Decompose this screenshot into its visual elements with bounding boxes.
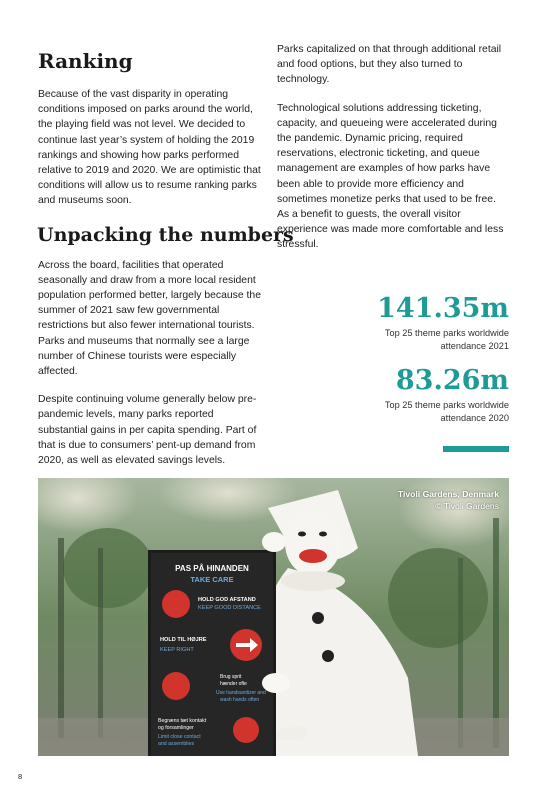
heading-unpacking-numbers: Unpacking the numbers [37,223,294,246]
sign-title-1: PAS PÅ HINANDEN [175,564,249,573]
stat-label [385,399,509,425]
caption-location: Tivoli Gardens, Denmark [397,489,499,499]
stat-attendance-2020 [385,366,509,425]
stat-label-line: Top 25 theme parks worldwide [384,328,509,338]
sign-row2a: HOLD TIL HØJRE [160,637,207,643]
heading-ranking: Ranking [38,49,133,73]
sign-row4c: Limit close contact [158,734,201,740]
right-paragraph-1: Parks capitalized on that through additional retail and food options, but they also turned to technology. [277,44,502,86]
page-number: 8 [18,772,23,781]
stat-label-line: attendance 2020 [440,413,509,423]
caption-credit: © Tivoli Gardens [435,501,499,511]
photo-caption [398,488,499,512]
stat-label-line: attendance 2021 [440,341,509,351]
ranking-paragraph: Because of the vast disparity in operating conditions imposed on parks around the world, the playing field was not level. We decided to continue last year’s system of holding the 2019 rankings and showing how parks performed relative to 2019 and 2020. We are optimistic that conditions will allow us to resume ranking parks and museums soon. [38,89,261,207]
sign-title-2: TAKE CARE [190,575,234,584]
sign-row4d: and assemblies [158,741,195,747]
hands-icon [162,672,190,700]
left-column [37,48,294,481]
sign-row1a: HOLD GOD AFSTAND [198,597,256,603]
right-paragraph-2: Technological solutions addressing ticketing, capacity, and queueing were accelerated during the pandemic. Dynamic pricing, required reservations, electronic ticketing, and queue management are examples of how parks have been able to provide more efficiency and sometimes monetize perks that used to be free. As a benefit to guests, the overall visitor experience was made more comfortable and less stressful. [277,102,504,251]
accent-bar [443,446,509,452]
stat-value: 83.26m [395,365,509,396]
sign-row3c: Use handsanitizer and [216,690,266,696]
sign-row1b: KEEP GOOD DISTANCE [198,605,261,611]
sign-row3b: hænder ofte [220,681,247,687]
stat-value: 141.35m [377,293,509,324]
sign-row4a: Begræns tæt kontakt [158,718,207,724]
unpacking-paragraph-1: Across the board, facilities that operated seasonally and draw from a more local resident population performed better, largely because the summer of 2021 saw few governmental restrictions but also fewer international tourists. Parks and museums that normally see a large number of Chinese tourists were especially affected. [38,259,261,378]
tivoli-photo [38,478,509,756]
sign-row3d: wash hands often [220,697,260,703]
stat-label [377,327,509,353]
sign-row2b: KEEP RIGHT [160,647,194,653]
stat-label-line: Top 25 theme parks worldwide [384,400,509,410]
unpacking-paragraph-2: Despite continuing volume generally below pre-pandemic levels, many parks reported substantial gains in per capita spending. Part of that is due to consumers’ pent-up demand from 2020, as well as elevated savings levels. [38,394,257,467]
photo-illustration [38,478,509,756]
stat-attendance-2021 [377,294,509,353]
distance-icon [162,590,190,618]
right-column [277,42,509,266]
group-icon [233,717,259,743]
sign-row3a: Brug sprit [220,674,242,680]
sign-row4b: og forsamlinger [158,725,194,731]
